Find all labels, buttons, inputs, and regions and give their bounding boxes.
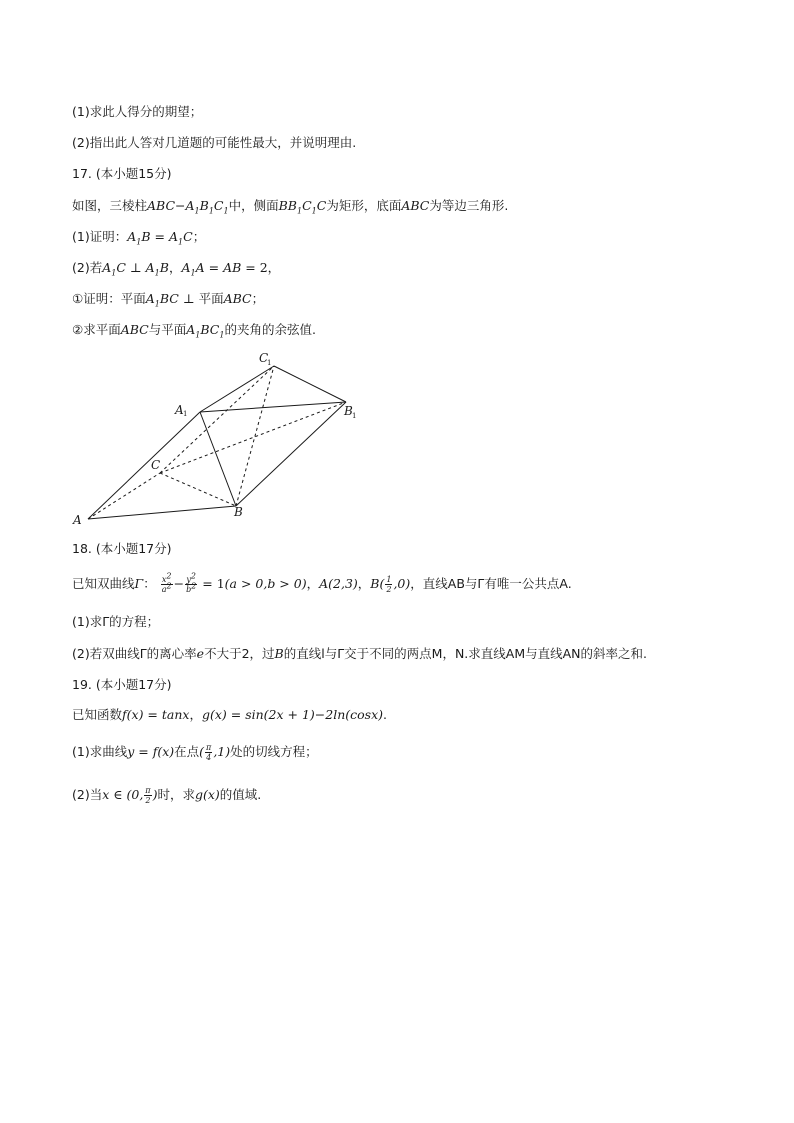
q19-header: 19. (本小题17分) <box>72 677 172 692</box>
q17-sub2-plane2: $A_1BC_1$ <box>186 322 225 340</box>
q19-part1 <box>72 743 318 762</box>
q18-frac-x2-a2: $\frac{x^2}{a^2}$ <box>161 571 172 594</box>
q18-header: 18. (本小题17分) <box>72 541 172 556</box>
edge-C-B <box>160 473 236 506</box>
q17-sub2 <box>72 322 316 338</box>
q19-part2-prefix: (2)当 <box>72 787 103 802</box>
q19-part1-prefix: (1)求曲线 <box>72 744 128 759</box>
label-A: A <box>73 513 82 527</box>
q17-header: 17. (本小题15分) <box>72 166 172 181</box>
q18-part1: (1)求Γ的方程； <box>72 614 160 629</box>
q18-part2-rest: 的直线l与Γ交于不同的两点M，N.求直线AM与直线AN的斜率之和. <box>283 646 647 661</box>
q18-intro-prefix: 已知双曲线 <box>72 576 135 591</box>
label-B1-sub: 1 <box>352 412 357 420</box>
prism-figure <box>68 345 368 530</box>
q17-sub1-end: ； <box>251 291 265 306</box>
q17-sub2-mid: 与平面 <box>148 322 187 337</box>
q17-sub1 <box>72 291 264 307</box>
q17-intro-prefix: 如图，三棱柱 <box>72 198 148 213</box>
q19-point: ( $\frac{\pi}{4}$ ,1) <box>199 743 231 762</box>
q17-face-name: $BB_1C_1C$ <box>278 198 327 216</box>
q17-part2-formula: $A_1C$ ⊥ $A_1B$ <box>102 260 169 278</box>
q18-point-B: B( $\frac{1}{2}$ ,0) <box>370 575 411 594</box>
q17-prism-name: $ABC-A_1B_1C_1$ <box>147 198 229 216</box>
label-C1: C <box>259 351 269 365</box>
q17-part2-prefix: (2)若 <box>72 260 103 275</box>
q19-part2-tail: 的值域. <box>219 787 262 802</box>
q16-part2: (2)指出此人答对几道题的可能性最大，并说明理由. <box>72 135 357 150</box>
q17-intro-rect: 为矩形，底面 <box>326 198 402 213</box>
q17-sub2-plane1: ABC <box>120 322 149 337</box>
edge-B-B1 <box>236 402 346 506</box>
q18-part2-prefix: (2)若双曲线Γ的离心率 <box>72 646 197 661</box>
q19-intro-prefix: 已知函数 <box>72 707 123 722</box>
q17-sub2-end: 的夹角的余弦值. <box>224 322 316 337</box>
edge-C1-B1 <box>274 366 346 402</box>
edge-A-A1 <box>88 412 200 519</box>
label-B: B <box>234 505 243 519</box>
edge-A-C <box>88 473 160 519</box>
q17-sub1-mid: 平面 <box>198 291 224 306</box>
q18-cond: (a > 0,b > 0) <box>224 576 307 591</box>
q19-part2-end: 时，求 <box>157 787 195 802</box>
q17-intro-end: 为等边三角形. <box>429 198 509 213</box>
q19-curve: y = f(x) <box>127 744 175 759</box>
q17-sub1-plane1: $A_1BC$ ⊥ <box>145 291 195 309</box>
q19-g-def: g(x) = sin(2x + 1)−2ln(cosx) <box>201 707 384 722</box>
q17-part1: (1)证明：$A_1B = A_1C$； <box>72 229 206 247</box>
label-A1-sub: 1 <box>183 410 188 418</box>
q19-part1-end: 处的切线方程； <box>230 744 318 759</box>
q17-part2: (2)若$A_1C$ ⊥ $A_1B$，$A_1A$ = AB = 2， <box>72 260 281 278</box>
q18-e: e <box>196 646 205 661</box>
q18-part2: (2)若双曲线Γ的离心率e不大于2，过B的直线l与Γ交于不同的两点M，N.求直线AM与直线AN的斜率之和. <box>72 646 647 661</box>
label-A1: A <box>175 403 184 417</box>
q17-part1-prefix: (1)证明： <box>72 229 128 244</box>
q19-part1-mid: 在点 <box>174 744 200 759</box>
edge-A1-B <box>200 412 236 506</box>
edge-A-B <box>88 506 236 519</box>
label-C1-sub: 1 <box>267 359 272 367</box>
q18-part2-mid: 不大于2，过 <box>204 646 275 661</box>
q17-sub1-plane2: ABC <box>223 291 252 306</box>
q18-gamma: Γ <box>134 576 144 591</box>
q19-g: g(x) <box>194 787 220 802</box>
q19-f-def: f(x) = tanx <box>122 707 190 722</box>
q17-part1-formula: $A_1B = A_1C$ <box>127 229 193 247</box>
q17-part2-lengths: $A_1A$ = AB = 2 <box>181 260 268 278</box>
q17-sub1-prefix: ①证明：平面 <box>72 291 146 306</box>
q19-part2 <box>72 786 261 805</box>
q18-intro-line: ，直线AB与Γ有唯一公共点A. <box>410 576 572 591</box>
q19-intro: 已知函数f(x) = tanx，g(x) = sin(2x + 1)−2ln(cosx). <box>72 707 387 722</box>
diag-C-B1 <box>160 402 346 473</box>
q17-sub2-prefix: ②求平面 <box>72 322 121 337</box>
label-C: C <box>151 458 161 472</box>
q16-part1: (1)求此人得分的期望； <box>72 104 203 119</box>
q18-point-A: A(2,3) <box>319 576 358 591</box>
q19-domain: x ∈ (0, $\frac{\pi}{2}$ ) <box>102 786 158 805</box>
diag-B-C1 <box>236 366 274 506</box>
q18-intro: 已知双曲线Γ： $\frac{x^2}{a^2}$ − $\frac{y^2}{b^2}$ = 1(a > 0,b > 0)，A(2,3)，B( $\frac{1}{2}$ ,0)，直线AB与Γ有唯一公共点A. <box>72 571 572 594</box>
label-B1: B <box>344 404 353 418</box>
q17-intro-mid: 中，侧面 <box>228 198 279 213</box>
q17-intro <box>72 198 508 214</box>
q17-base-name: ABC <box>401 198 430 213</box>
q18-frac-y2-b2: $\frac{y^2}{b^2}$ <box>186 571 197 594</box>
